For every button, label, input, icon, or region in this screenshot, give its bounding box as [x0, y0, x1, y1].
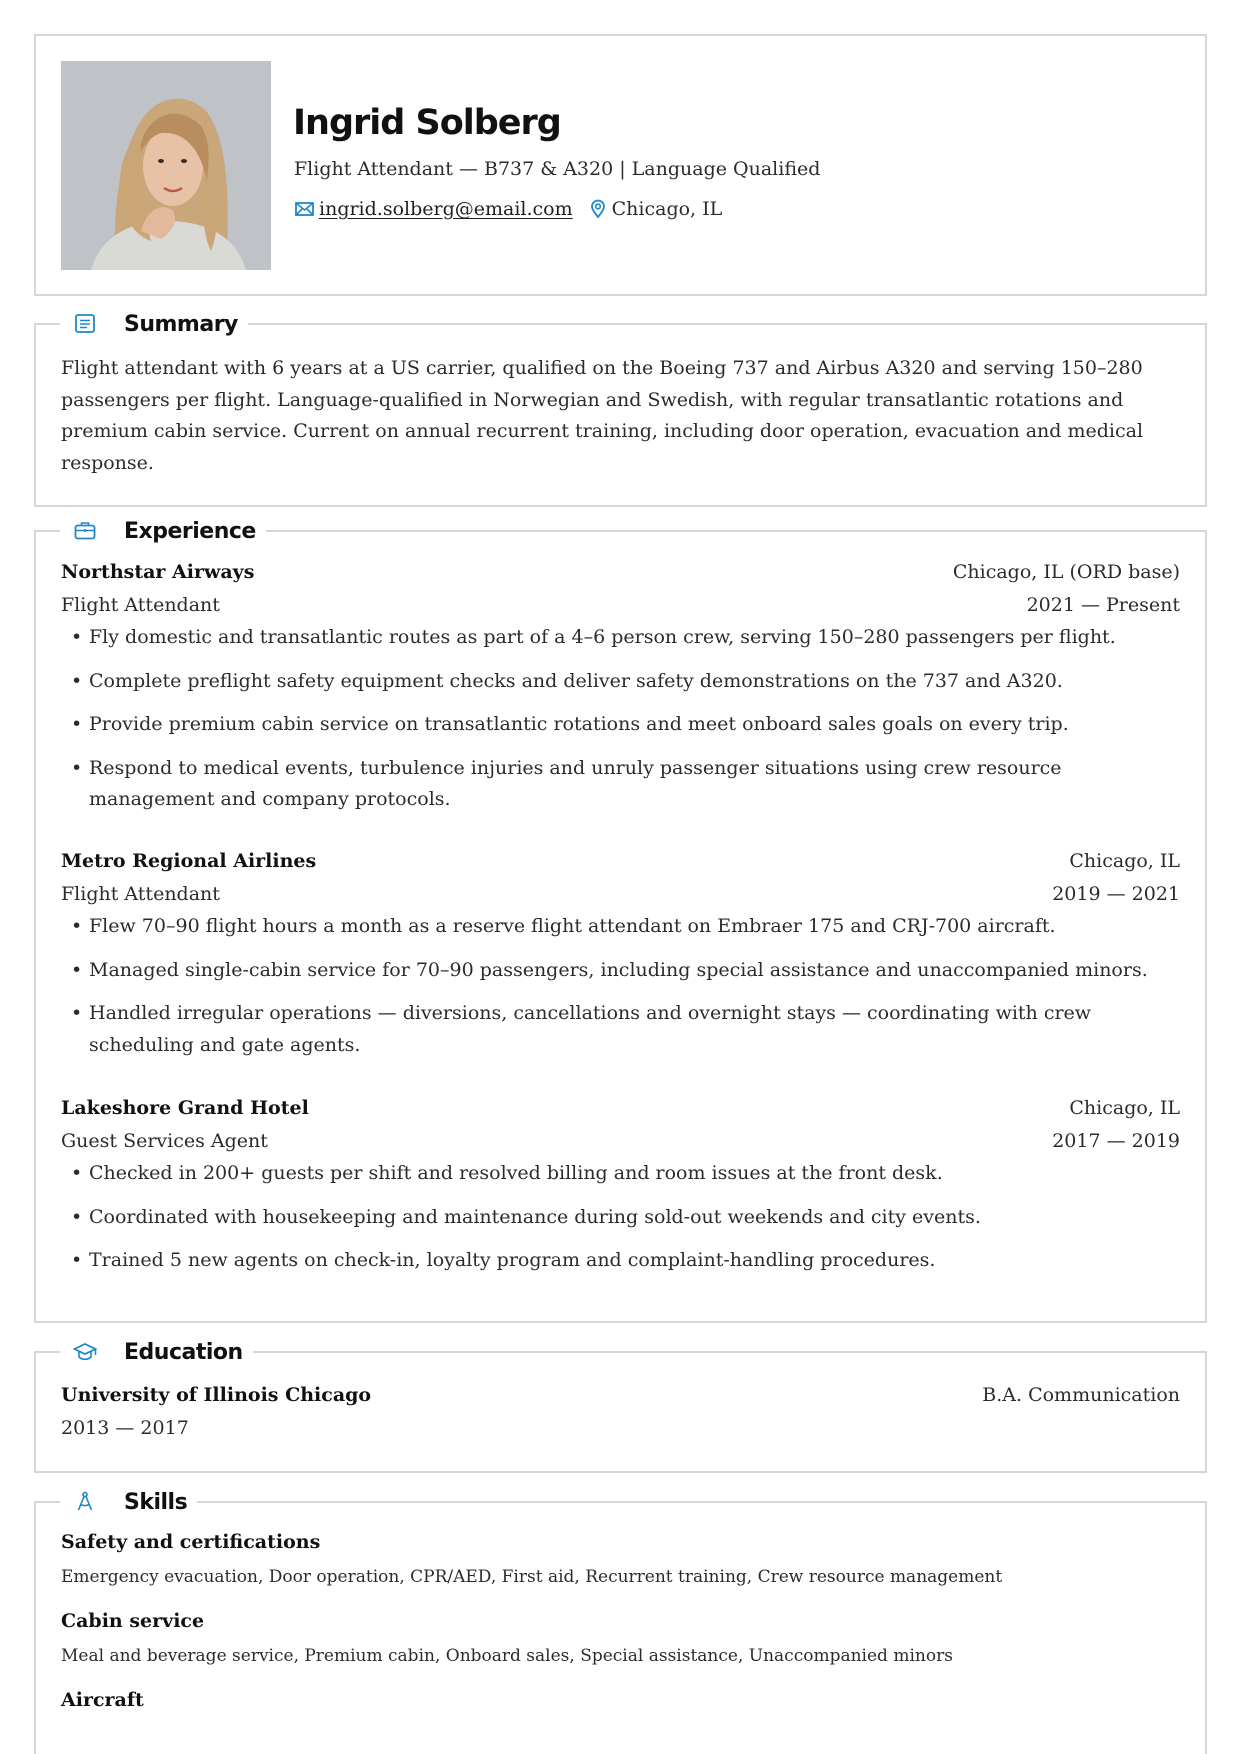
job-location: Chicago, IL: [1069, 850, 1180, 872]
envelope-icon: [294, 198, 316, 220]
profile-header: [34, 34, 1207, 296]
job-bullet: • Coordinated with housekeeping and maintenance during sold-out weekends and city events.: [61, 1202, 1180, 1234]
briefcase-icon: [72, 518, 98, 544]
experience-title: Experience: [124, 518, 256, 544]
job-company: Lakeshore Grand Hotel: [61, 1097, 309, 1119]
compass-tool-icon: [72, 1489, 98, 1515]
school-name: University of Illinois Chicago: [61, 1384, 372, 1406]
job-dates: 2021 — Present: [1026, 594, 1180, 616]
job-bullet: • Managed single-cabin service for 70–90 passengers, including special assistance and unaccompanied minors.: [61, 955, 1180, 987]
job-dates: 2019 — 2021: [1052, 883, 1180, 905]
skill-group-title: Aircraft: [61, 1689, 144, 1711]
skill-group-title: Safety and certifications: [61, 1531, 321, 1553]
job-bullet: • Provide premium cabin service on transatlantic rotations and meet onboard sales goals on every trip.: [61, 709, 1180, 741]
skill-group-items: Meal and beverage service, Premium cabin, Onboard sales, Special assistance, Unaccompanied minors: [61, 1646, 953, 1666]
email-link[interactable]: ingrid.solberg@email.com: [319, 198, 573, 220]
skill-group-items: Emergency evacuation, Door operation, CPR/AED, First aid, Recurrent training, Crew resource management: [61, 1567, 1003, 1587]
job-location: Chicago, IL (ORD base): [952, 561, 1180, 583]
graduation-cap-icon: [72, 1339, 98, 1365]
candidate-name: Ingrid Solberg: [293, 103, 561, 143]
job-bullet: • Handled irregular operations — diversions, cancellations and overnight stays — coordinating with crew scheduling and gate agents.: [61, 998, 1180, 1061]
job-role: Flight Attendant: [61, 594, 220, 616]
skills-section: [34, 1489, 1207, 1754]
summary-title: Summary: [124, 311, 238, 337]
job-bullet: • Complete preflight safety equipment checks and deliver safety demonstrations on the 737 and A320.: [61, 666, 1180, 698]
job-company: Metro Regional Airlines: [61, 850, 317, 872]
job-bullet: • Trained 5 new agents on check-in, loyalty program and complaint-handling procedures.: [61, 1245, 1180, 1277]
education-entry: [61, 1379, 1180, 1445]
summary-text: Flight attendant with 6 years at a US carrier, qualified on the Boeing 737 and Airbus A320 and serving 150–280 passengers per flight. Language-qualified in Norwegian and Swedish, with regular transatlantic rotations and premium cabin service. Current on annual recurrent training, including door operation, evacuation and medical response.: [61, 357, 1144, 474]
job-role: Guest Services Agent: [61, 1130, 268, 1152]
degree: B.A. Communication: [982, 1384, 1180, 1406]
document-lines-icon: [72, 311, 98, 337]
education-dates: 2013 — 2017: [61, 1417, 189, 1439]
job-role: Flight Attendant: [61, 883, 220, 905]
experience-heading: [60, 514, 266, 548]
contact-line: [294, 198, 722, 220]
job-company: Northstar Airways: [61, 561, 255, 583]
skill-group: [61, 1685, 1180, 1715]
job-entry: [61, 845, 1180, 1073]
skill-group: [61, 1606, 1180, 1670]
job-entry: [61, 1092, 1180, 1289]
job-bullet: • Flew 70–90 flight hours a month as a reserve flight attendant on Embraer 175 and CRJ-700 aircraft.: [61, 911, 1180, 943]
skill-group-title: Cabin service: [61, 1610, 205, 1632]
job-bullet: • Checked in 200+ guests per shift and resolved billing and room issues at the front desk.: [61, 1158, 1180, 1190]
experience-section: [34, 518, 1207, 1323]
skills-heading: [60, 1485, 197, 1519]
map-pin-icon: [587, 198, 609, 220]
job-bullet: • Fly domestic and transatlantic routes as part of a 4–6 person crew, serving 150–280 passengers per flight.: [61, 622, 1180, 654]
skills-title: Skills: [124, 1489, 188, 1515]
skill-group: [61, 1527, 1180, 1591]
job-entry: [61, 556, 1180, 828]
candidate-headline: Flight Attendant — B737 & A320 | Language Qualified: [294, 158, 821, 180]
location-text: Chicago, IL: [611, 198, 723, 220]
education-title: Education: [124, 1339, 243, 1365]
education-section: [34, 1339, 1207, 1473]
job-dates: 2017 — 2019: [1052, 1130, 1180, 1152]
summary-section: [34, 311, 1207, 507]
profile-photo: [61, 61, 271, 270]
education-heading: [60, 1335, 253, 1369]
portrait-image: [61, 61, 271, 270]
job-location: Chicago, IL: [1069, 1097, 1180, 1119]
job-bullet: • Respond to medical events, turbulence injuries and unruly passenger situations using crew resource management and company protocols.: [61, 753, 1180, 816]
summary-heading: [60, 307, 248, 341]
